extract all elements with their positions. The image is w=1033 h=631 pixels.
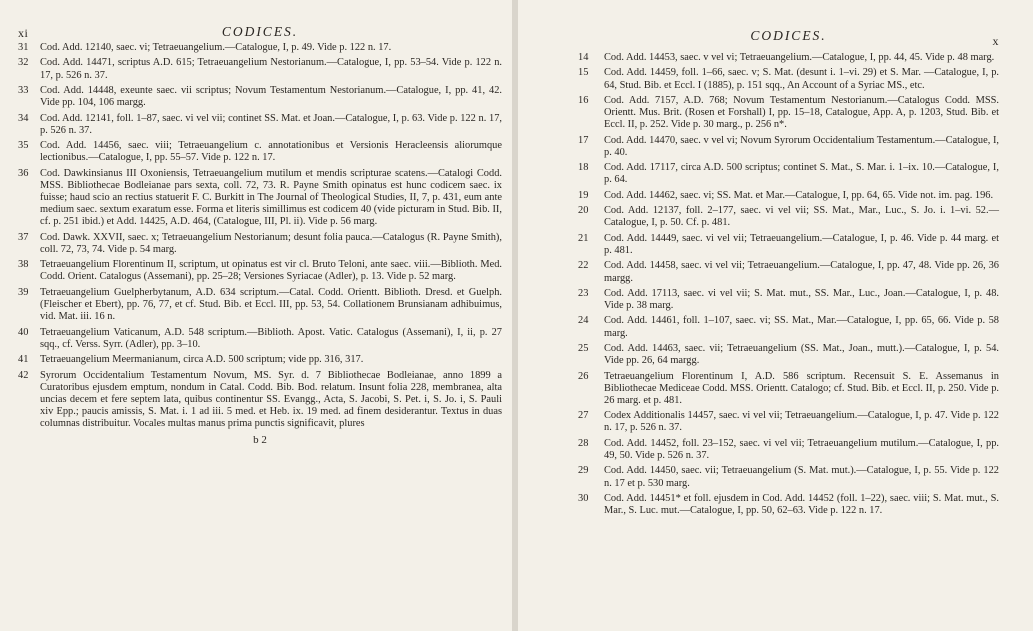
- running-title: CODICES.: [750, 28, 827, 43]
- entry-number: 36: [18, 167, 29, 179]
- entry-number: 24: [578, 315, 589, 327]
- entry-text: Cod. Add. 14461, foll. 1–107, saec. vi; SS. Mat., Mar.—Catalogue, I, pp. 65, 66. Vide p. 58 marg.: [604, 315, 999, 339]
- codex-entry: [18, 57, 502, 81]
- entry-text: Cod. Add. 14471, scriptus A.D. 615; Tetraeuangelium Nestorianum.—Catalogue, I, pp. 53–54. Vide p. 122 n. 17, p. 526 n. 37.: [40, 57, 502, 81]
- running-head: [18, 0, 502, 42]
- entry-text: Codex Additionalis 14457, saec. vi vel vii; Tetraeuangelium.—Catalogue, I, p. 47. Vide p. 122 n. 17, p. 526 n. 37.: [604, 410, 999, 434]
- codex-entry: [578, 233, 999, 257]
- codex-entry: [18, 168, 502, 229]
- entry-text: Cod. Add. 14463, saec. vii; Tetraeuangelium (SS. Mat., Joan., mutt.).—Catalogue, I, p. 54. Vide pp. 26, 64 margg.: [604, 343, 999, 367]
- codex-entry: [578, 162, 999, 186]
- signature-mark: b 2: [253, 433, 267, 446]
- codex-entry: [578, 493, 999, 517]
- codex-entry: [18, 85, 502, 109]
- entry-number: 25: [578, 343, 589, 355]
- entry-number: 19: [578, 189, 589, 201]
- codex-entry: [18, 232, 502, 256]
- entry-number: 18: [578, 162, 589, 174]
- entry-text: Cod. Dawkinsianus III Oxoniensis, Tetraeuangelium mutilum et mendis scripturae scatens.—Catalogi Codd. MSS. Bibliothecae Bodleianae pars sexta, coll. 72, 73. R. Payne Smith opinatus est hunc codicem saec. ix fuisse; haud scio an rectius statuerit F. C. Burkitt in The Journal of Theological Studies, II, 7, p. 431, eum ante medium saec. sextum exaratum esse. Forma et literis simillimus est codicem 40 (vide picturam in Stud. Bib. II, cf. p. 251 ibid.) et Add. 14425, A.D. 464, (Catalogue, III, Pl. ii). Vide p. 56 marg.: [40, 167, 502, 228]
- entry-number: 41: [18, 354, 29, 366]
- page-number: xi: [18, 26, 29, 40]
- running-title: CODICES.: [221, 24, 299, 39]
- entry-number: 39: [18, 286, 29, 298]
- entry-text: Cod. Add. 14451* et foll. ejusdem in Cod. Add. 14452 (foll. 1–22), saec. viii; S. Mat. mut., S. Mar., S. Luc. mut.—Catalogue, I, pp. 50, 62–63. Vide p. 122 n. 17.: [604, 493, 999, 517]
- entry-text: Tetraeuangelium Meermanianum, circa A.D. 500 scriptum; vide pp. 316, 317.: [40, 354, 364, 366]
- codex-entry: [578, 371, 999, 407]
- entry-text: Cod. Add. 14470, saec. v vel vi; Novum Syrorum Occidentalium Testamentum.—Catalogue, I, p. 40.: [604, 134, 999, 158]
- entry-number: 33: [18, 84, 29, 96]
- entry-number: 31: [18, 42, 29, 53]
- codex-entry: [18, 354, 502, 366]
- entry-text: Cod. Add. 14462, saec. vi; SS. Mat. et Mar.—Catalogue, I, pp. 64, 65. Vide not. im. pag. 196.: [604, 189, 994, 201]
- codex-entry: [578, 315, 999, 339]
- entry-number: 42: [18, 369, 29, 381]
- codex-entry: [578, 95, 999, 131]
- codex-entry: [578, 67, 999, 91]
- entry-text: Cod. Add. 12140, saec. vi; Tetraeuangelium.—Catalogue, I, p. 49. Vide p. 122 n. 17.: [40, 42, 392, 53]
- codex-entry: [578, 288, 999, 312]
- entry-text: Cod. Add. 17117, circa A.D. 500 scriptus; continet S. Mat., S. Mar. i. 1–ix. 10.—Catalogue, I, p. 64.: [604, 162, 999, 186]
- entry-number: 38: [18, 259, 29, 271]
- codex-entry: [578, 135, 999, 159]
- codex-entry: [578, 260, 999, 284]
- entry-number: 16: [578, 94, 589, 106]
- codex-entry: [578, 465, 999, 489]
- entry-text: Cod. Dawk. XXVII, saec. x; Tetraeuangelium Nestorianum; desunt folia pauca.—Catalogus (R. Payne Smith), coll. 72, 73, 74. Vide p. 54 marg.: [40, 231, 502, 255]
- codex-entry: [578, 410, 999, 434]
- entry-number: 32: [18, 57, 29, 69]
- entry-number: 22: [578, 260, 589, 272]
- codex-entry: [18, 42, 502, 54]
- entry-number: 28: [578, 437, 589, 449]
- entry-number: 37: [18, 231, 29, 243]
- entry-text: Tetraeuangelium Florentinum II, scriptum, ut opinatus est vir cl. Bruto Teloni, ante saec. viii.—Biblioth. Med. Codd. Orient. Catalogus (Assemani), pp. 25–28; Versiones Syriacae (Adler), p. 13. Vide p. 52 marg.: [40, 259, 502, 283]
- running-head: [578, 0, 999, 52]
- entry-text: Cod. Add. 12141, foll. 1–87, saec. vi vel vii; continet SS. Mat. et Joan.—Catalogue, I, p. 63. Vide p. 122 n. 17, p. 526 n. 37.: [40, 112, 502, 136]
- entry-text: Cod. Add. 17113, saec. vi vel vii; S. Mat. mut., SS. Mar., Luc., Joan.—Catalogue, I, p. 48. Vide p. 38 marg.: [604, 287, 999, 312]
- entry-number: 40: [18, 326, 29, 338]
- entry-text: Cod. Add. 7157, A.D. 768; Novum Testamentum Nestorianum.—Catalogus Codd. MSS. Orientt. Mus. Brit. (Rosen et Forshall) I, pp. 15–18, Catalogue, App. A, p. 1203, Stud. Bib. et Eccl. II, p. 252. Vide p. 30 marg., p. 256 n*.: [604, 94, 999, 131]
- entry-number: 35: [18, 140, 29, 152]
- entry-number: 29: [578, 465, 589, 477]
- entry-number: 23: [578, 287, 589, 299]
- entry-text: Syrorum Occidentalium Testamentum Novum, MS. Syr. d. 7 Bibliothecae Bodleianae, anno 1899 a Curatoribus ejusdem emptum, nondum in Catal. Codd. Bib. Bod. relatum. Insunt folia 228, membranea, alta uncias decem et fere septem lata, quibus continentur SS. Evangg., Acta, S. Jacobi, S. Pet. i, S. Jo. i, S. Pauli xiv Epp.; paucis amissis, S. Mat. i. 1 ad iii. 5 med. et Heb. ix. 19 med. ad finem desiderantur. Textus in duas columnas distribuitur. Vocales multas manus prima punctis significavit, plures: [40, 369, 502, 430]
- entry-text: Tetraeuangelium Florentinum I, A.D. 586 scriptum. Recensuit S. E. Assemanus in Bibliothecae Mediceae Codd. MSS. Orientt. Catalogo; cf. Stud. Bib. et Eccl. II, p. 250. Vide p. 26 marg. et p. 481.: [604, 370, 999, 406]
- entry-number: 14: [578, 52, 589, 63]
- codex-entry: [578, 52, 999, 64]
- entry-text: Cod. Add. 14459, foll. 1–66, saec. v; S. Mat. (desunt i. 1–vi. 29) et S. Mar. —Catalogue, I, p. 64, Stud. Bib. et Eccl. I (1885), p. 151 sqq., An Account of a Syriac MS., etc.: [604, 67, 999, 91]
- codex-entry: [18, 259, 502, 283]
- codex-entry: [18, 113, 502, 137]
- page-number: x: [992, 34, 999, 48]
- codex-entry: [18, 370, 502, 431]
- entry-text: Cod. Add. 12137, foll. 2–177, saec. vi vel vii; SS. Mat., Mar., Luc., S. Jo. i. 1–vi. 52.—Catalogue, I, p. 50. Cf. p. 481.: [604, 205, 999, 229]
- entry-text: Tetraeuangelium Guelpherbytanum, A.D. 634 scriptum.—Catal. Codd. Orientt. Biblioth. Dresd. et Guelph. (Fleischer et Ebert), pp. 76, 77, et cf. Stud. Bib. et Eccl. III, pp. 53, 54. Collationem Brunsianam adhibuimus, vid. Mat. iii. 16 n.: [40, 286, 502, 323]
- entry-list: [578, 52, 999, 517]
- entry-text: Cod. Add. 14449, saec. vi vel vii; Tetraeuangelium.—Catalogue, I, p. 46. Vide p. 44 marg. et p. 481.: [604, 232, 999, 256]
- codex-entry: [18, 140, 502, 164]
- codex-entry: [18, 327, 502, 351]
- entry-text: Cod. Add. 14448, exeunte saec. vii scriptus; Novum Testamentum Nestorianum.—Catalogue, I, pp. 41, 42. Vide pp. 104, 106 margg.: [40, 84, 502, 109]
- entry-number: 27: [578, 410, 589, 422]
- entry-text: Cod. Add. 14453, saec. v vel vi; Tetraeuangelium.—Catalogue, I, pp. 44, 45. Vide p. 48 marg.: [604, 52, 995, 63]
- entry-text: Cod. Add. 14456, saec. viii; Tetraeuangelium c. annotationibus et Versionis Heracleensis aliorumque lectionibus.—Catalogue, I, pp. 55–57. Vide p. 122 n. 17.: [40, 140, 502, 164]
- entry-list: [18, 42, 502, 430]
- codex-entry: [578, 205, 999, 229]
- entry-number: 20: [578, 205, 589, 217]
- entry-text: Cod. Add. 14452, foll. 23–152, saec. vi vel vii; Tetraeuangelium mutilum.—Catalogue, I, pp. 49, 50. Vide p. 526 n. 37.: [604, 437, 999, 462]
- entry-number: 15: [578, 67, 589, 79]
- left-page: [0, 0, 512, 631]
- right-page: [518, 0, 1033, 631]
- entry-number: 21: [578, 232, 589, 244]
- entry-number: 17: [578, 134, 589, 146]
- codex-entry: [578, 343, 999, 367]
- entry-number: 26: [578, 370, 589, 382]
- entry-text: Cod. Add. 14450, saec. vii; Tetraeuangelium (S. Mat. mut.).—Catalogue, I, p. 55. Vide p. 122 n. 17 et p. 530 marg.: [604, 465, 999, 489]
- entry-number: 30: [578, 493, 589, 504]
- entry-text: Tetraeuangelium Vaticanum, A.D. 548 scriptum.—Biblioth. Apost. Vatic. Catalogus (Assemani), I, ii, p. 27 sqq., cf. Verss. Syrr. (Adler), pp. 3–10.: [40, 326, 502, 350]
- entry-number: 34: [18, 112, 29, 124]
- entry-text: Cod. Add. 14458, saec. vi vel vii; Tetraeuangelium.—Catalogue, I, pp. 47, 48. Vide pp. 26, 36 margg.: [604, 260, 999, 284]
- codex-entry: [18, 287, 502, 323]
- codex-entry: [578, 190, 999, 202]
- codex-entry: [578, 438, 999, 462]
